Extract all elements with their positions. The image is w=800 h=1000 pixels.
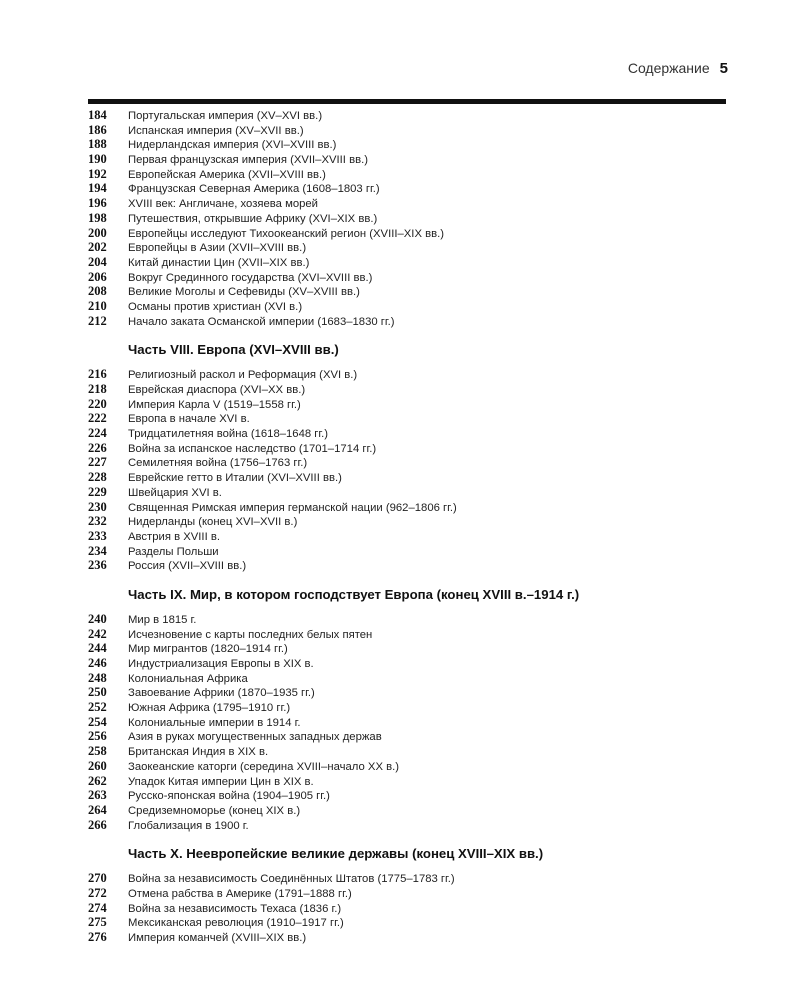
toc-page-number: 212: [88, 313, 107, 328]
toc-entry-title: Империя Карла V (1519–1558 гг.): [128, 398, 301, 411]
toc-page-number: 210: [88, 298, 107, 313]
toc-entry-title: Швейцария XVI в.: [128, 486, 222, 499]
toc-page-number: 216: [88, 367, 107, 382]
toc-entry[interactable]: [88, 700, 728, 715]
toc-entry[interactable]: [88, 729, 728, 744]
toc-page-number: 188: [88, 137, 107, 152]
toc-entry-title: Русско-японская война (1904–1905 гг.): [128, 790, 330, 803]
toc-entry[interactable]: [88, 255, 728, 270]
toc-page-number: 226: [88, 440, 107, 455]
toc-entry-title: Французская Северная Америка (1608–1803 гг.): [128, 183, 380, 196]
toc-entry-title: Священная Римская империя германской нации (962–1806 гг.): [128, 501, 457, 514]
toc-entry[interactable]: [88, 500, 728, 515]
toc-entry[interactable]: [88, 397, 728, 412]
toc-entry-title: Война за независимость Соединённых Штатов (1775–1783 гг.): [128, 873, 455, 886]
section-spacer: [88, 861, 728, 871]
toc-entry[interactable]: [88, 759, 728, 774]
toc-entry[interactable]: [88, 818, 728, 833]
toc-page-number: 202: [88, 240, 107, 255]
toc-entry[interactable]: [88, 284, 728, 299]
toc-entry[interactable]: [88, 485, 728, 500]
toc-page-number: 222: [88, 411, 107, 426]
toc-entry-title: Россия (XVII–XVIII вв.): [128, 560, 247, 573]
toc-page-number: 200: [88, 225, 107, 240]
toc-entry[interactable]: [88, 181, 728, 196]
toc-page-number: 208: [88, 284, 107, 299]
toc-entry-title: Путешествия, открывшие Африку (XVI–XIX вв.): [128, 212, 378, 225]
toc-entry[interactable]: [88, 367, 728, 382]
toc-page-number: 233: [88, 528, 107, 543]
toc-entry[interactable]: [88, 270, 728, 285]
toc-entry-title: Тридцатилетняя война (1618–1648 гг.): [128, 428, 329, 441]
toc-page-number: 206: [88, 269, 107, 284]
toc-entry[interactable]: [88, 915, 728, 930]
toc-page-number: 274: [88, 900, 107, 915]
part-heading: Часть VIII. Европа (XVI–XVIII вв.): [128, 342, 339, 358]
toc-entry-title: Война за независимость Техаса (1836 г.): [128, 902, 342, 915]
toc-entry[interactable]: [88, 123, 728, 138]
section-spacer: [88, 357, 728, 367]
toc-entry-title: Религиозный раскол и Реформация (XVI в.): [128, 369, 358, 382]
toc-entry-title: Вокруг Срединного государства (XVI–XVIII вв.): [128, 271, 373, 284]
toc-entry-title: Нидерланды (конец XVI–XVII в.): [128, 516, 298, 529]
toc-page-number: 227: [88, 455, 107, 470]
toc-entry-title: Разделы Польши: [128, 545, 219, 558]
toc-entry[interactable]: [88, 544, 728, 559]
toc-page-number: 244: [88, 641, 107, 656]
toc-entry[interactable]: [88, 685, 728, 700]
toc-page-number: 276: [88, 930, 107, 944]
toc-page-number: 240: [88, 611, 107, 626]
toc-page-number: 256: [88, 729, 107, 744]
toc-page-number: 262: [88, 773, 107, 788]
toc-entry[interactable]: [88, 426, 728, 441]
toc-entry[interactable]: [88, 529, 728, 544]
toc-entry-title: Колониальная Африка: [128, 672, 248, 685]
toc-entry-title: Еврейские гетто в Италии (XVI–XVIII вв.): [128, 472, 342, 485]
toc-page-number: 254: [88, 714, 107, 729]
toc-entry-title: Отмена рабства в Америке (1791–1888 гг.): [128, 887, 352, 900]
toc-entry-title: Заокеанские каторги (середина XVIII–начало XX в.): [128, 760, 400, 773]
toc-page-number: 198: [88, 210, 107, 225]
toc-page-number: 204: [88, 254, 107, 269]
toc-entry[interactable]: [88, 803, 728, 818]
toc-entry[interactable]: [88, 455, 728, 470]
toc-page-number: 258: [88, 744, 107, 759]
toc-entry-title: Мир мигрантов (1820–1914 гг.): [128, 643, 288, 656]
toc-entry-title: Первая французская империя (XVII–XVIII вв.): [128, 154, 368, 167]
toc-entry-title: Южная Африка (1795–1910 гг.): [128, 702, 291, 715]
toc-entry[interactable]: [88, 901, 728, 916]
section-spacer: [88, 602, 728, 612]
toc-entry[interactable]: [88, 514, 728, 529]
toc-entry[interactable]: [88, 167, 728, 182]
toc-entry[interactable]: [88, 152, 728, 167]
toc-entry[interactable]: [88, 411, 728, 426]
toc-entry-title: Средиземноморье (конец XIX в.): [128, 804, 301, 817]
running-head: [628, 60, 728, 77]
toc-entry[interactable]: [88, 627, 728, 642]
section-spacer: [88, 328, 728, 342]
toc-entry[interactable]: [88, 441, 728, 456]
toc-entry-title: Завоевание Африки (1870–1935 гг.): [128, 687, 315, 700]
toc-entry[interactable]: [88, 240, 728, 255]
toc-entry-title: Китай династии Цин (XVII–XIX вв.): [128, 256, 310, 269]
toc-page-number: 252: [88, 700, 107, 715]
toc-page-number: 196: [88, 196, 107, 211]
toc-entry[interactable]: [88, 382, 728, 397]
toc-entry[interactable]: [88, 211, 728, 226]
toc-page-number: 266: [88, 817, 107, 832]
toc-entry-title: Семилетняя война (1756–1763 гг.): [128, 457, 308, 470]
toc-entry[interactable]: [88, 558, 728, 573]
toc-page-number: 192: [88, 166, 107, 181]
toc-entry-title: Британская Индия в XIX в.: [128, 746, 269, 759]
toc-entry[interactable]: [88, 196, 728, 211]
toc-entry[interactable]: [88, 744, 728, 759]
toc-entry[interactable]: [88, 930, 728, 945]
toc-page-number: 184: [88, 108, 107, 122]
toc-page-number: 234: [88, 543, 107, 558]
toc-entry[interactable]: [88, 715, 728, 730]
toc-page-number: 194: [88, 181, 107, 196]
toc-page-number: 186: [88, 122, 107, 137]
toc-entry-title: Азия в руках могущественных западных держав: [128, 731, 382, 744]
toc-page-number: 248: [88, 670, 107, 685]
toc-entry-title: Империя команчей (XVIII–XIX вв.): [128, 932, 307, 944]
toc-entry[interactable]: [88, 226, 728, 241]
toc-entry-title: Европа в начале XVI в.: [128, 413, 250, 426]
toc-page-number: 236: [88, 558, 107, 573]
toc-entry[interactable]: [88, 137, 728, 152]
toc-page-number: 250: [88, 685, 107, 700]
table-of-contents: [88, 108, 728, 945]
toc-entry-title: Испанская империя (XV–XVII вв.): [128, 124, 304, 137]
toc-entry[interactable]: [88, 671, 728, 686]
toc-entry-title: Глобализация в 1900 г.: [128, 819, 249, 832]
toc-entry[interactable]: [88, 871, 728, 886]
toc-page-number: 230: [88, 499, 107, 514]
toc-entry[interactable]: [88, 886, 728, 901]
toc-entry-title: Европейцы исследуют Тихоокеанский регион (XVIII–XIX вв.): [128, 227, 445, 240]
toc-entry[interactable]: [88, 656, 728, 671]
toc-entry-title: XVIII век: Англичане, хозяева морей: [128, 198, 318, 211]
part-heading: Часть IX. Мир, в котором господствует Европа (конец XVIII в.–1914 г.): [128, 586, 580, 602]
toc-entry[interactable]: [88, 612, 728, 627]
toc-entry-title: Упадок Китая империи Цин в XIX в.: [128, 775, 314, 788]
toc-page-number: 242: [88, 626, 107, 641]
section-spacer: [88, 573, 728, 587]
toc-page-number: 264: [88, 802, 107, 817]
toc-entry[interactable]: [88, 641, 728, 656]
section-spacer: [88, 832, 728, 846]
toc-page-number: 190: [88, 152, 107, 167]
toc-page-number: 232: [88, 514, 107, 529]
toc-entry[interactable]: [88, 774, 728, 789]
toc-page-number: 272: [88, 885, 107, 900]
page-number: 5: [719, 60, 728, 77]
toc-entry-title: Османы против христиан (XVI в.): [128, 300, 303, 313]
toc-page-number: 224: [88, 426, 107, 441]
toc-entry[interactable]: [88, 470, 728, 485]
toc-entry-title: Европейская Америка (XVII–XVIII вв.): [128, 168, 326, 181]
toc-page-number: 275: [88, 915, 107, 930]
toc-page-number: 228: [88, 470, 107, 485]
toc-entry-title: Нидерландская империя (XVI–XVIII вв.): [128, 139, 337, 152]
toc-page-number: 246: [88, 656, 107, 670]
toc-entry[interactable]: [88, 788, 728, 803]
toc-entry[interactable]: [88, 108, 728, 123]
toc-page-number: 263: [88, 788, 107, 803]
toc-page-number: 218: [88, 382, 107, 396]
toc-entry-title: Португальская империя (XV–XVI вв.): [128, 110, 323, 122]
toc-entry[interactable]: [88, 314, 728, 329]
toc-page-number: 220: [88, 396, 107, 411]
toc-entry-title: Еврейская диаспора (XVI–XX вв.): [128, 384, 306, 396]
toc-entry-title: Мексиканская революция (1910–1917 гг.): [128, 917, 344, 930]
toc-entry[interactable]: [88, 299, 728, 314]
toc-entry-title: Война за испанское наследство (1701–1714 гг.): [128, 442, 377, 455]
toc-entry-title: Европейцы в Азии (XVII–XVIII вв.): [128, 242, 307, 255]
part-heading: Часть X. Неевропейские великие державы (конец XVIII–XIX вв.): [128, 846, 544, 862]
toc-page-number: 260: [88, 758, 107, 773]
toc-page-number: 229: [88, 484, 107, 499]
toc-page-number: 270: [88, 871, 107, 886]
toc-entry-title: Индустриализация Европы в XIX в.: [128, 658, 314, 670]
toc-entry-title: Колониальные империи в 1914 г.: [128, 716, 301, 729]
toc-entry-title: Исчезновение с карты последних белых пятен: [128, 628, 373, 641]
section-title: Содержание: [627, 60, 710, 76]
toc-entry-title: Австрия в XVIII в.: [128, 530, 220, 543]
toc-entry-title: Начало заката Османской империи (1683–1830 гг.): [128, 315, 395, 328]
header-rule: [88, 99, 726, 104]
toc-entry-title: Великие Моголы и Сефевиды (XV–XVIII вв.): [128, 286, 360, 299]
toc-entry-title: Мир в 1815 г.: [128, 613, 197, 626]
